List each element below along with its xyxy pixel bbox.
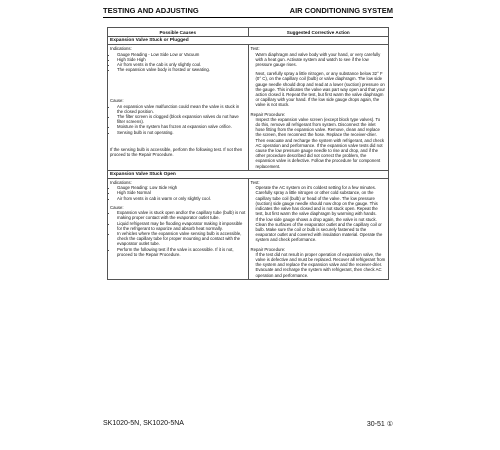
cause-label: Cause: [110, 204, 124, 210]
cause-list [110, 210, 246, 257]
list-item: • Expansion valve is stuck open and/or the capillary tube (bulb) is not making proper contact with the evaporator outlet tube. [117, 210, 246, 220]
table-header-row [108, 28, 389, 37]
header-system-title: AIR CONDITIONING SYSTEM [289, 6, 393, 15]
cause-label: Cause: [110, 98, 124, 104]
test-label: Test: [250, 46, 260, 52]
test-step: Operate the AC system on it's coldest setting for a few minutes. Carefully spray a little nitrogen or other cold substance, on the capillary tube coil (bulb) or head of the valve. The low pressure (suction) side gauge needle should now drop on the gauge. This indicates the valve has closed and is not stuck open. Repeat the test, but first warm the valve diaphragm by warming with hands. [255, 185, 378, 217]
troubleshooting-table [107, 27, 389, 280]
indications-label: Indications: [110, 46, 132, 52]
page-number: 30-51 ① [366, 421, 393, 428]
actions-cell [248, 45, 389, 170]
indications-list [110, 52, 246, 73]
table-row [108, 45, 389, 170]
section-title: Expansion Valve Stuck or Plugged [108, 37, 389, 45]
section-row [108, 37, 389, 45]
list-item: • In vehicles where the expansion valve sensing bulb is accessible, check the capillary tube for proper mounting and contact with the evaporator outlet tube. [117, 231, 246, 247]
list-item: • High Side High [117, 57, 246, 62]
list-item: • Moisture in the system has frozen at expansion valve orifice. [117, 124, 246, 129]
list-item: • Air from vents in the cab is only slightly cool. [117, 62, 246, 67]
col-header-causes: Possible Causes [108, 28, 249, 37]
list-item: • Gauge Reading - Low Side Low or Vacuum [117, 52, 246, 57]
model-footer: SK1020-5N, SK1020-5NA [103, 420, 184, 427]
test-step: If the low side gauge shows a drop again, the valve is not stuck. Clean the surfaces of the evaporator outlet and the capillary coil or bulb. Make sure the coil or bulb is securely fastened to the evaporator outlet and covered with insulation material. Operate the system and check performance. [255, 216, 383, 243]
repair-label: Repair Procedure: [250, 246, 286, 252]
causes-cell [108, 179, 249, 280]
section-row [108, 170, 389, 178]
cause-list [110, 104, 246, 135]
list-item: • Air from vents in cab is warm or only slightly cool. [117, 196, 246, 201]
test-note: If the sensing bulb is accessible, perform the following test. If not then proceed to the Repair Procedure. [110, 146, 243, 158]
table-row [108, 179, 389, 280]
indications-label: Indications: [110, 180, 132, 186]
indications-list [110, 185, 246, 201]
header-section-title: TESTING AND ADJUSTING [103, 6, 199, 15]
list-item: • Sensing bulb is not operating. [117, 130, 246, 135]
list-item: • Liquid refrigerant may be flooding evaporator making it impossible for the refrigerant to vaporize and absorb heat normally. [117, 221, 246, 231]
col-header-actions: Suggested Corrective Action [248, 28, 389, 37]
list-item: • Gauge Reading: Low Side High [117, 185, 246, 190]
repair-label: Repair Procedure: [250, 111, 286, 117]
test-step: Next, carefully spray a little nitrogen, or any substance below 32° F (0° C), on the capillary coil (bulb) or valve diaphragm. The low side gauge needle should drop and read at a lower (suction) pressure on the gauge. This indicates the valve was part way open and that your action closed it. Repeat the test, but first warm the valve diaphragm or capillary with your hand. If the low side gauge drops again, the valve is not stuck. [255, 71, 385, 108]
actions-cell [248, 179, 389, 280]
test-step: Warm diaphragm and valve body with your hand, or very carefully with a heat gun. Activate system and watch to see if the low pressure gauge rises. [255, 51, 381, 68]
list-item: • High Side Normal [117, 190, 246, 195]
list-item: • Perform the following test if the valve is accessible. If it is not, proceed to the Repair Procedure. [117, 247, 246, 257]
section-title: Expansion Valve Stuck Open [108, 170, 389, 178]
repair-text: If the test did not result in proper operation of expansion valve, the valve is defective and must be replaced. Recover all refrigerant from the system and replace the expansion valve and the receiver-drier. Evacuate and recharge the system with refrigerant, then check AC operation and performance. [255, 251, 386, 278]
header-rule [103, 17, 393, 18]
causes-cell [108, 45, 249, 170]
list-item: • The expansion valve body is frosted or sweating. [117, 67, 246, 72]
repair-text: Inspect the expansion valve screen (except block type valves). To do this, remove all refrigerant from system. Disconnect the inlet hose fitting from the expansion valve. Remove, clean and replace the screen, then reconnect the hose. Replace the receiver-drier. Then evacuate and recharge the system with refrigerant, and check AC operation and performance. If the expansion valve tests did not cause the low pressure gauge needle to rise and drop, and if the other procedure described did not correct the problem, the expansion valve is defective. Follow the procedure for component replacement. [255, 116, 384, 169]
list-item: • The filter screen is clogged (block expansion valves do not have filter screens). [117, 114, 246, 124]
list-item: • An expansion valve malfunction could mean the valve is stuck in the closed position. [117, 104, 246, 114]
test-label: Test: [250, 180, 260, 186]
